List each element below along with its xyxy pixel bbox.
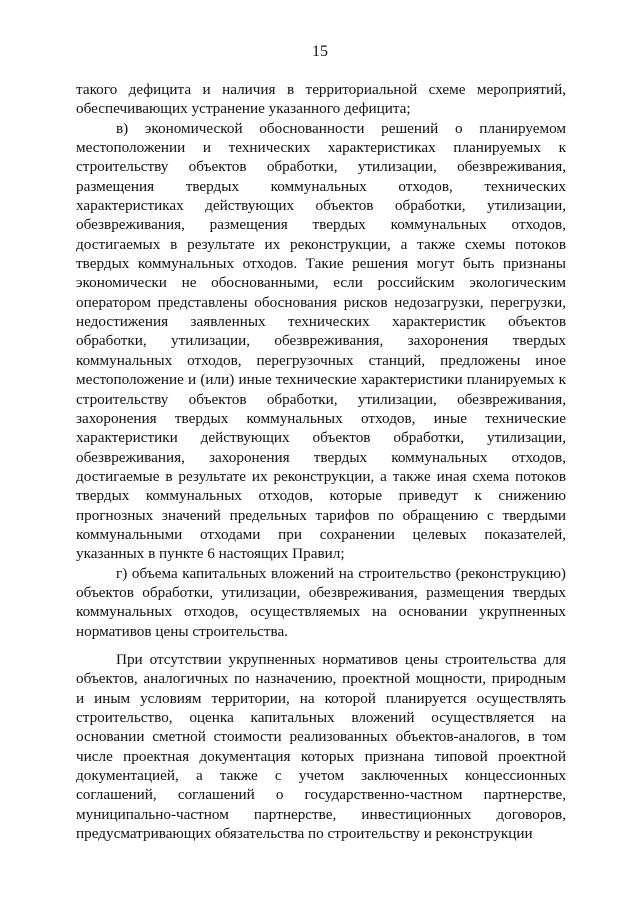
page-number: 15 [312, 43, 328, 60]
paragraph-item-g: г) объема капитальных вложений на строительство (реконструкцию) объектов обработки, утилизации, обезвреживания, размещения твердых коммунальных отходов, осуществляемых на основании укрупненных нормативов цены строительства. [76, 564, 566, 640]
paragraph-continuation: такого дефицита и наличия в территориальной схеме мероприятий, обеспечивающих устранение указанного дефицита; [76, 81, 566, 118]
document-body [76, 80, 566, 843]
paragraph-absence-of-norms: При отсутствии укрупненных нормативов цены строительства для объектов, аналогичных по назначению, проектной мощности, природным и иным условиям территории, на которой планируется осуществлять строительство, оценка капитальных вложений осуществляется на основании сметной стоимости реализованных объектов-аналогов, в том числе проектная документация которых признана типовой проектной документацией, а также с учетом заключенных концессионных соглашений, соглашений о государственно-частном партнерстве, муниципально-частном партнерстве, инвестиционных договоров, предусматривающих обязательства по строительству и реконструкции [76, 650, 566, 843]
paragraph-item-v: в) экономической обоснованности решений о планируемом местоположении и технических характеристиках планируемых к строительству объектов обработки, утилизации, обезвреживания, размещения твердых коммунальных отходов, технических характеристиках действующих объектов обработки, утилизации, обезвреживания, размещения твердых коммунальных отходов, достигаемых в результате их реконструкции, а также схемы потоков твердых коммунальных отходов. Такие решения могут быть признаны экономически не обоснованными, если российским экологическим оператором представлены обоснования рисков недозагрузки, перегрузки, недостижения заявленных технических характеристик объектов обработки, утилизации, обезвреживания, захоронения твердых коммунальных отходов, перегрузочных станций, предложены иное местоположение и (или) иные технические характеристики планируемых к строительству объектов обработки, утилизации, обезвреживания, захоронения твердых коммунальных отходов, иные технические характеристики действующих объектов обработки, утилизации, обезвреживания, захоронения твердых коммунальных отходов, достигаемые в результате их реконструкции, а также иная схема потоков твердых коммунальных отходов, которые приведут к снижению прогнозных значений предельных тарифов по обращению с твердыми коммунальными отходами при сохранении целевых показателей, указанных в пункте 6 настоящих Правил; [76, 119, 566, 563]
